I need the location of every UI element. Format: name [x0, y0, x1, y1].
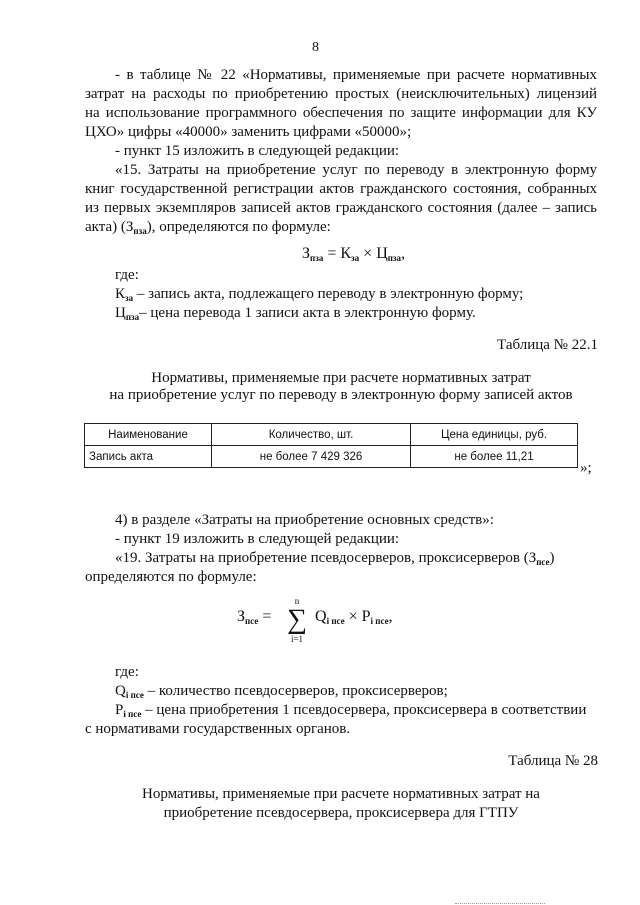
paragraph-line: книг государственной регистрации актов гражданского состояния, собранных	[85, 181, 597, 197]
table-title-line: Нормативы, применяемые при расчете нормативных затрат	[151, 370, 531, 386]
paragraph-line: «15. Затраты на приобретение услуг по переводу в электронную форму	[115, 162, 597, 178]
header-quantity: Количество, шт.	[212, 424, 411, 446]
table-header-row	[85, 424, 578, 446]
table-caption: Таблица № 28	[508, 753, 598, 769]
table-caption: Таблица № 22.1	[497, 337, 598, 353]
sum-operator: n ∑ i=1	[287, 596, 307, 644]
table-row	[85, 446, 578, 468]
paragraph-line: ЦХО» цифры «40000» заменить цифрами «50000»;	[85, 124, 412, 140]
paragraph-line: - пункт 19 изложить в следующей редакции:	[115, 531, 400, 547]
paragraph-line: 4) в разделе «Затраты на приобретение основных средств»:	[115, 512, 494, 528]
cell-quantity: не более 7 429 326	[212, 446, 411, 468]
where-label: где:	[115, 664, 139, 680]
cell-name: Запись акта	[85, 446, 212, 468]
table-tail: »;	[580, 460, 592, 476]
footer-rule	[455, 903, 545, 904]
paragraph-line: акта) $(З_{пза})$, определяются по формуле:	[85, 219, 331, 236]
paragraph-line: затрат на расходы по приобретению простых (неисключительных) лицензий	[85, 86, 597, 102]
cell-price: не более 11,21	[411, 446, 578, 468]
header-price: Цена единицы, руб.	[411, 424, 578, 446]
paragraph-line: - пункт 15 изложить в следующей редакции:	[115, 143, 400, 159]
definition-k: $К_{за}$ – запись акта, подлежащего переводу в электронную форму;	[115, 286, 524, 303]
table-title-line: на приобретение услуг по переводу в электронную форму записей актов	[109, 387, 573, 403]
formula-zpse-rhs: $Q_{i псе} \times P_{i псе}$,	[315, 608, 393, 626]
paragraph-line: определяются по формуле:	[85, 569, 257, 585]
paragraph-line: на использование программного обеспечения по защите информации для КУ	[85, 105, 597, 121]
definition-p: $P_{i псе}$ – цена приобретения 1 псевдосервера, проксисервера в соответствии	[115, 702, 587, 719]
page-number: 8	[312, 40, 319, 55]
paragraph-line: - в таблице № 22 «Нормативы, применяемые при расчете нормативных	[115, 67, 597, 83]
formula-zpse: $З_{псе}$ =	[237, 608, 272, 626]
table-title-line: Нормативы, применяемые при расчете нормативных затрат на	[142, 786, 540, 802]
where-label: где:	[115, 267, 139, 283]
paragraph-line: «19. Затраты на приобретение псевдосерверов, проксисерверов $(З_{псе})$	[115, 550, 555, 567]
paragraph-line: с нормативами государственных органов.	[85, 721, 351, 737]
definition-q: $Q_{i псе}$ – количество псевдосерверов, проксисерверов;	[115, 683, 448, 700]
paragraph-line: из первых экземпляров записей актов гражданского состояния (далее – запись	[85, 200, 597, 216]
norms-table	[84, 423, 578, 468]
header-name: Наименование	[85, 424, 212, 446]
table-title-line: приобретение псевдосервера, проксисервера для ГТПУ	[163, 805, 519, 821]
definition-c: $Ц_{пза}-$ цена перевода 1 записи акта в электронную форму.	[115, 305, 476, 322]
formula-zpza: $З_{пза} = К_{за} \times Ц_{пза}$,	[302, 245, 406, 263]
